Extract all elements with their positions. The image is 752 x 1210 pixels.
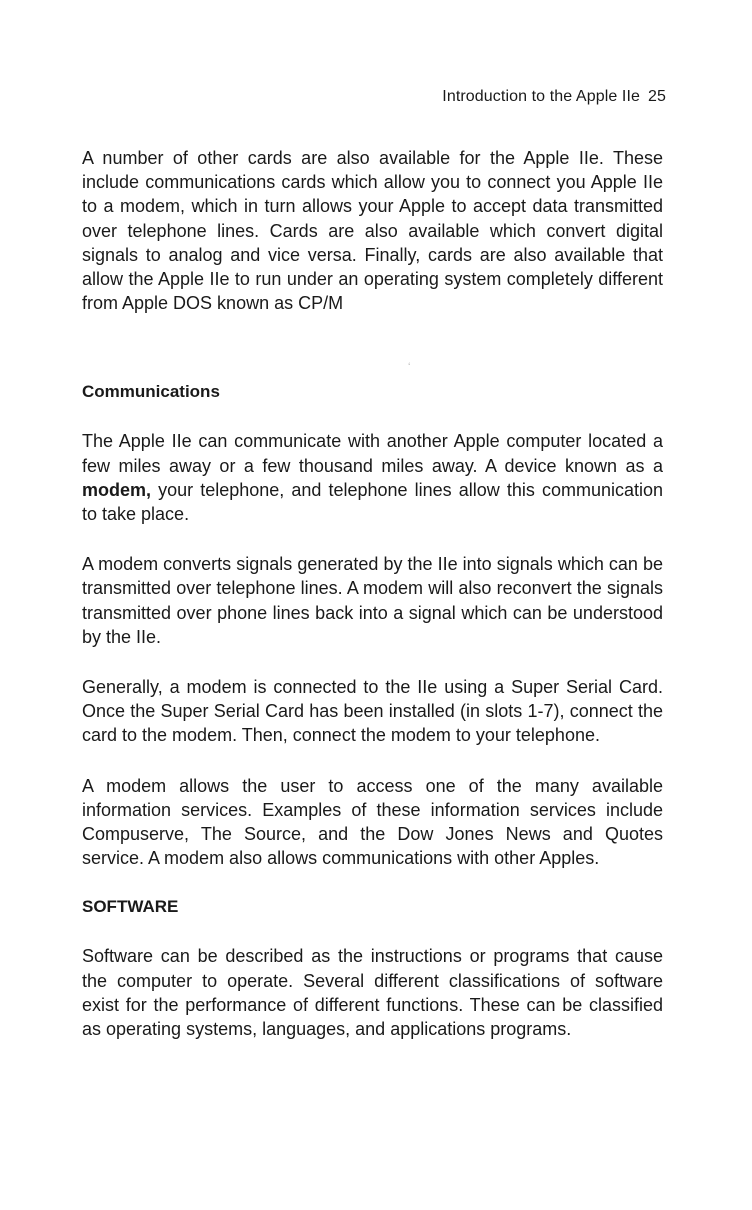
running-header: [442, 88, 666, 106]
communications-heading: Communications: [82, 382, 220, 402]
page-number: 25: [648, 88, 666, 105]
page-content: [82, 146, 663, 1041]
communications-paragraph-1: [82, 429, 663, 526]
p1-text-before: The Apple IIe can communicate with another Apple computer located a few miles away or a few thousand miles away. A device known as a: [82, 431, 663, 476]
communications-paragraph-2: A modem converts signals generated by the IIe into signals which can be transmitted over telephone lines. A modem will also reconvert the signals transmitted over phone lines back into a signal which can be understood by the IIe.: [82, 554, 663, 647]
p1-text-after: your telephone, and telephone lines allow this communication to take place.: [82, 479, 663, 525]
running-header-title: Introduction to the Apple IIe: [442, 88, 640, 105]
communications-paragraph-4: A modem allows the user to access one of the many available information services. Examples of these information services include Compuserve, The Source, and the Dow Jones News and Quotes service. A modem also allows communications with other Apples.: [82, 775, 663, 869]
intro-paragraph: A number of other cards are also available for the Apple IIe. These include communications cards which allow you to connect you Apple IIe to a modem, which in turn allows your Apple to accept data transmitted over telephone lines. Cards are also available which convert digital signals to analog and vice versa. Finally, cards are also available that allow the Apple IIe to run under an operating system completely different from Apple DOS known as CP/M: [82, 148, 663, 314]
stray-mark: ‘: [408, 361, 411, 373]
modem-term: modem,: [82, 479, 152, 500]
software-paragraph-1: Software can be described as the instructions or programs that cause the computer to operate. Several different classifications of software exist for the performance of different functions. These can be classified as operating systems, languages, and applications programs.: [82, 946, 663, 1040]
communications-paragraph-3: Generally, a modem is connected to the IIe using a Super Serial Card. Once the Super Serial Card has been installed (in slots 1-7), connect the card to the modem. Then, connect the modem to your telephone.: [82, 677, 663, 746]
software-heading: SOFTWARE: [82, 897, 179, 917]
